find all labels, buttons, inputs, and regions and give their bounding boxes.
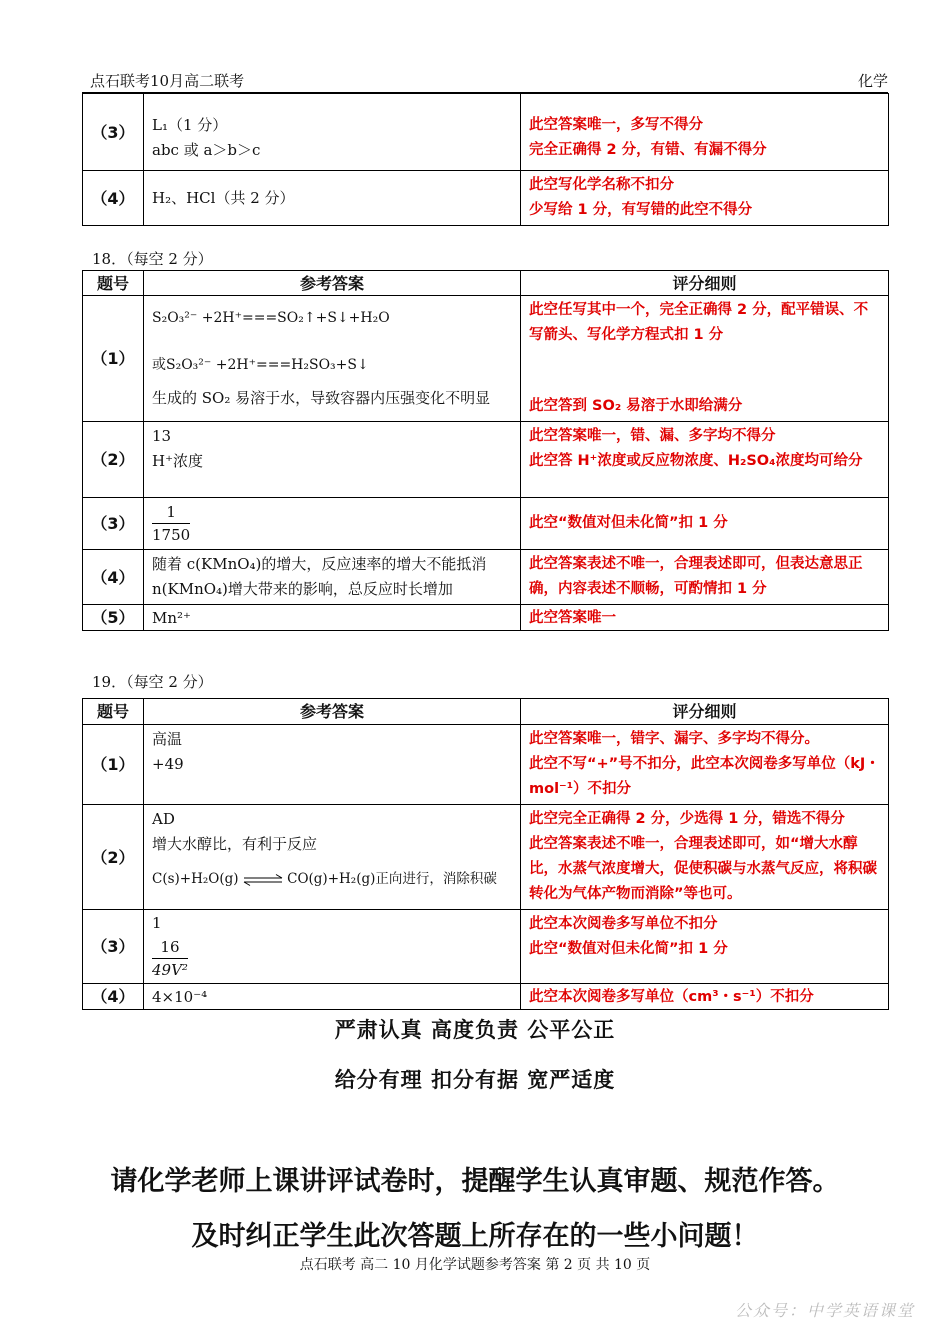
q17-row4-number: （4） (83, 171, 144, 226)
answer-line: 1 (152, 914, 162, 932)
q17-row4-rule (521, 171, 889, 226)
rule-line: 此空答案唯一，错字、漏字、多字均不得分。 (529, 731, 819, 747)
rule-line: 此空任写其中一个，完全正确得 2 分，配平错误、不写箭头、写化学方程式扣 1 分 (529, 302, 869, 343)
table-row (83, 805, 889, 910)
rule-line: 完全正确得 2 分，有错、有漏不得分 (529, 142, 767, 158)
q18-row3-answer (144, 498, 521, 550)
rule-line: 此空“数值对但未化简”扣 1 分 (529, 941, 728, 957)
q19-row4-number: （4） (83, 984, 144, 1010)
answer-line: 13 (152, 427, 172, 445)
fraction-numerator: 16 (152, 936, 188, 959)
q18-row3-rule: 此空“数值对但未化简”扣 1 分 (521, 498, 889, 550)
table-row (83, 605, 889, 631)
fraction-denominator: 49V² (152, 961, 188, 979)
fraction-numerator: 1 (152, 501, 190, 524)
motto-line-2: 给分有理 扣分有据 宽严适度 (334, 1068, 616, 1092)
table-row (83, 296, 889, 422)
q17-row3-rule (521, 94, 889, 171)
motto-line-1: 严肃认真 高度负责 公平公正 (334, 1018, 616, 1042)
table-row (83, 422, 889, 498)
table-row (83, 984, 889, 1010)
rule-line: 此空完全正确得 2 分，少选得 1 分，错选不得分 (529, 811, 845, 827)
rule-line: 此空答案唯一，多写不得分 (529, 117, 703, 133)
col-header-rules: 评分细则 (521, 271, 889, 296)
equilibrium-arrow-icon (243, 874, 283, 886)
table-row (83, 725, 889, 805)
q18-row2-answer (144, 422, 521, 498)
answer-line: H⁺浓度 (152, 452, 203, 470)
q17-row3-answer (144, 94, 521, 171)
rule-line: 此空答案表述不唯一，合理表述即可，如“增大水醇比，水蒸气浓度增大，促使积碳与水蒸气反应，将积碳转化为气体产物而消除”等也可。 (529, 836, 877, 902)
q17-table (82, 93, 889, 226)
fraction-denominator: 1750 (152, 526, 191, 544)
q19-row1-rule (521, 725, 889, 805)
table-row (83, 171, 889, 226)
reminder-line-1: 请化学老师上课讲评试卷时，提醒学生认真审题、规范作答。 (110, 1166, 840, 1197)
col-header-answer: 参考答案 (144, 271, 521, 296)
table-row (83, 498, 889, 550)
q19-row1-answer (144, 725, 521, 805)
q18-row1-answer (144, 296, 521, 422)
answer-line: 生成的 SO₂ 易溶于水，导致容器内压强变化不明显 (152, 389, 491, 407)
q19-row3-number: （3） (83, 910, 144, 984)
fraction (152, 936, 188, 981)
rule-line: 此空不写“+”号不扣分，此空本次阅卷多写单位（kJ・mol⁻¹）不扣分 (529, 756, 880, 797)
q18-table (82, 270, 889, 631)
table-header-row (83, 271, 889, 296)
rule-line: 此空答案唯一，错、漏、多字均不得分 (529, 428, 776, 444)
equation-1: S₂O₃²⁻ +2H⁺===SO₂↑+S↓+H₂O (152, 310, 390, 326)
header-exam-name: 点石联考10月高二联考 (90, 72, 245, 90)
q18-row4-number: （4） (83, 550, 144, 605)
q17-row4-answer: H₂、HCl（共 2 分） (144, 171, 521, 226)
equation-left: C(s)+H₂O(g) (152, 871, 239, 887)
q19-row3-rule (521, 910, 889, 984)
table-row (83, 94, 889, 171)
q18-row2-rule (521, 422, 889, 498)
rule-line: 此空答 H⁺浓度或反应物浓度、H₂SO₄浓度均可给分 (529, 453, 863, 469)
q18-row4-rule: 此空答案表述不唯一，合理表述即可，但表达意思正确，内容表述不顺畅，可酌情扣 1 分 (521, 550, 889, 605)
answer-line: +49 (152, 755, 184, 773)
reminder-line-2: 及时纠正学生此次答题上所存在的一些小问题！ (191, 1221, 759, 1252)
q18-row1-rule (521, 296, 889, 422)
q19-row2-answer (144, 805, 521, 910)
q18-title: 18．（每空 2 分） (92, 250, 213, 268)
equation-right: CO(g)+H₂(g)正向进行，消除积碳 (287, 871, 497, 887)
rule-line: 此空答到 SO₂ 易溶于水即给满分 (529, 398, 743, 414)
col-header-rules: 评分细则 (521, 699, 889, 725)
answer-line: AD (152, 810, 175, 828)
col-header-number: 题号 (83, 699, 144, 725)
page-footer: 点石联考 高二 10 月化学试题参考答案 第 2 页 共 10 页 (299, 1257, 651, 1273)
q18-row1-number: （1） (83, 296, 144, 422)
header-subject: 化学 (857, 72, 888, 90)
rule-line: 此空写化学名称不扣分 (529, 177, 674, 193)
fraction (152, 501, 190, 546)
q17-row3-number: （3） (83, 94, 144, 171)
equation-2: 或S₂O₃²⁻ +2H⁺===H₂SO₃+S↓ (152, 357, 369, 373)
q18-row5-rule: 此空答案唯一 (521, 605, 889, 631)
q18-row4-answer: 随着 c(KMnO₄)的增大，反应速率的增大不能抵消 n(KMnO₄)增大带来的影响，总反应时长增加 (144, 550, 521, 605)
answer-line: L₁（1 分） (152, 116, 228, 134)
answer-line: 增大水醇比，有利于反应 (152, 835, 318, 853)
page-header (90, 70, 888, 92)
q18-row5-number: （5） (83, 605, 144, 631)
table-header-row (83, 699, 889, 725)
q19-row3-answer (144, 910, 521, 984)
q19-title: 19．（每空 2 分） (92, 673, 213, 691)
q18-row2-number: （2） (83, 422, 144, 498)
q19-row1-number: （1） (83, 725, 144, 805)
q19-row4-answer: 4×10⁻⁴ (144, 984, 521, 1010)
q18-row5-answer: Mn²⁺ (144, 605, 521, 631)
rule-line: 此空本次阅卷多写单位不扣分 (529, 916, 718, 932)
answer-line: abc 或 a＞b＞c (152, 141, 261, 159)
table-row (83, 910, 889, 984)
q19-table (82, 698, 889, 1010)
answer-line: 高温 (152, 730, 183, 748)
q19-row2-number: （2） (83, 805, 144, 910)
equilibrium-equation (152, 867, 512, 892)
table-row (83, 550, 889, 605)
q19-row2-rule (521, 805, 889, 910)
col-header-answer: 参考答案 (144, 699, 521, 725)
q18-row3-number: （3） (83, 498, 144, 550)
q19-row4-rule: 此空本次阅卷多写单位（cm³・s⁻¹）不扣分 (521, 984, 889, 1010)
col-header-number: 题号 (83, 271, 144, 296)
watermark: 公众号：中学英语课堂 (735, 1301, 916, 1320)
rule-line: 少写给 1 分，有写错的此空不得分 (529, 202, 753, 218)
